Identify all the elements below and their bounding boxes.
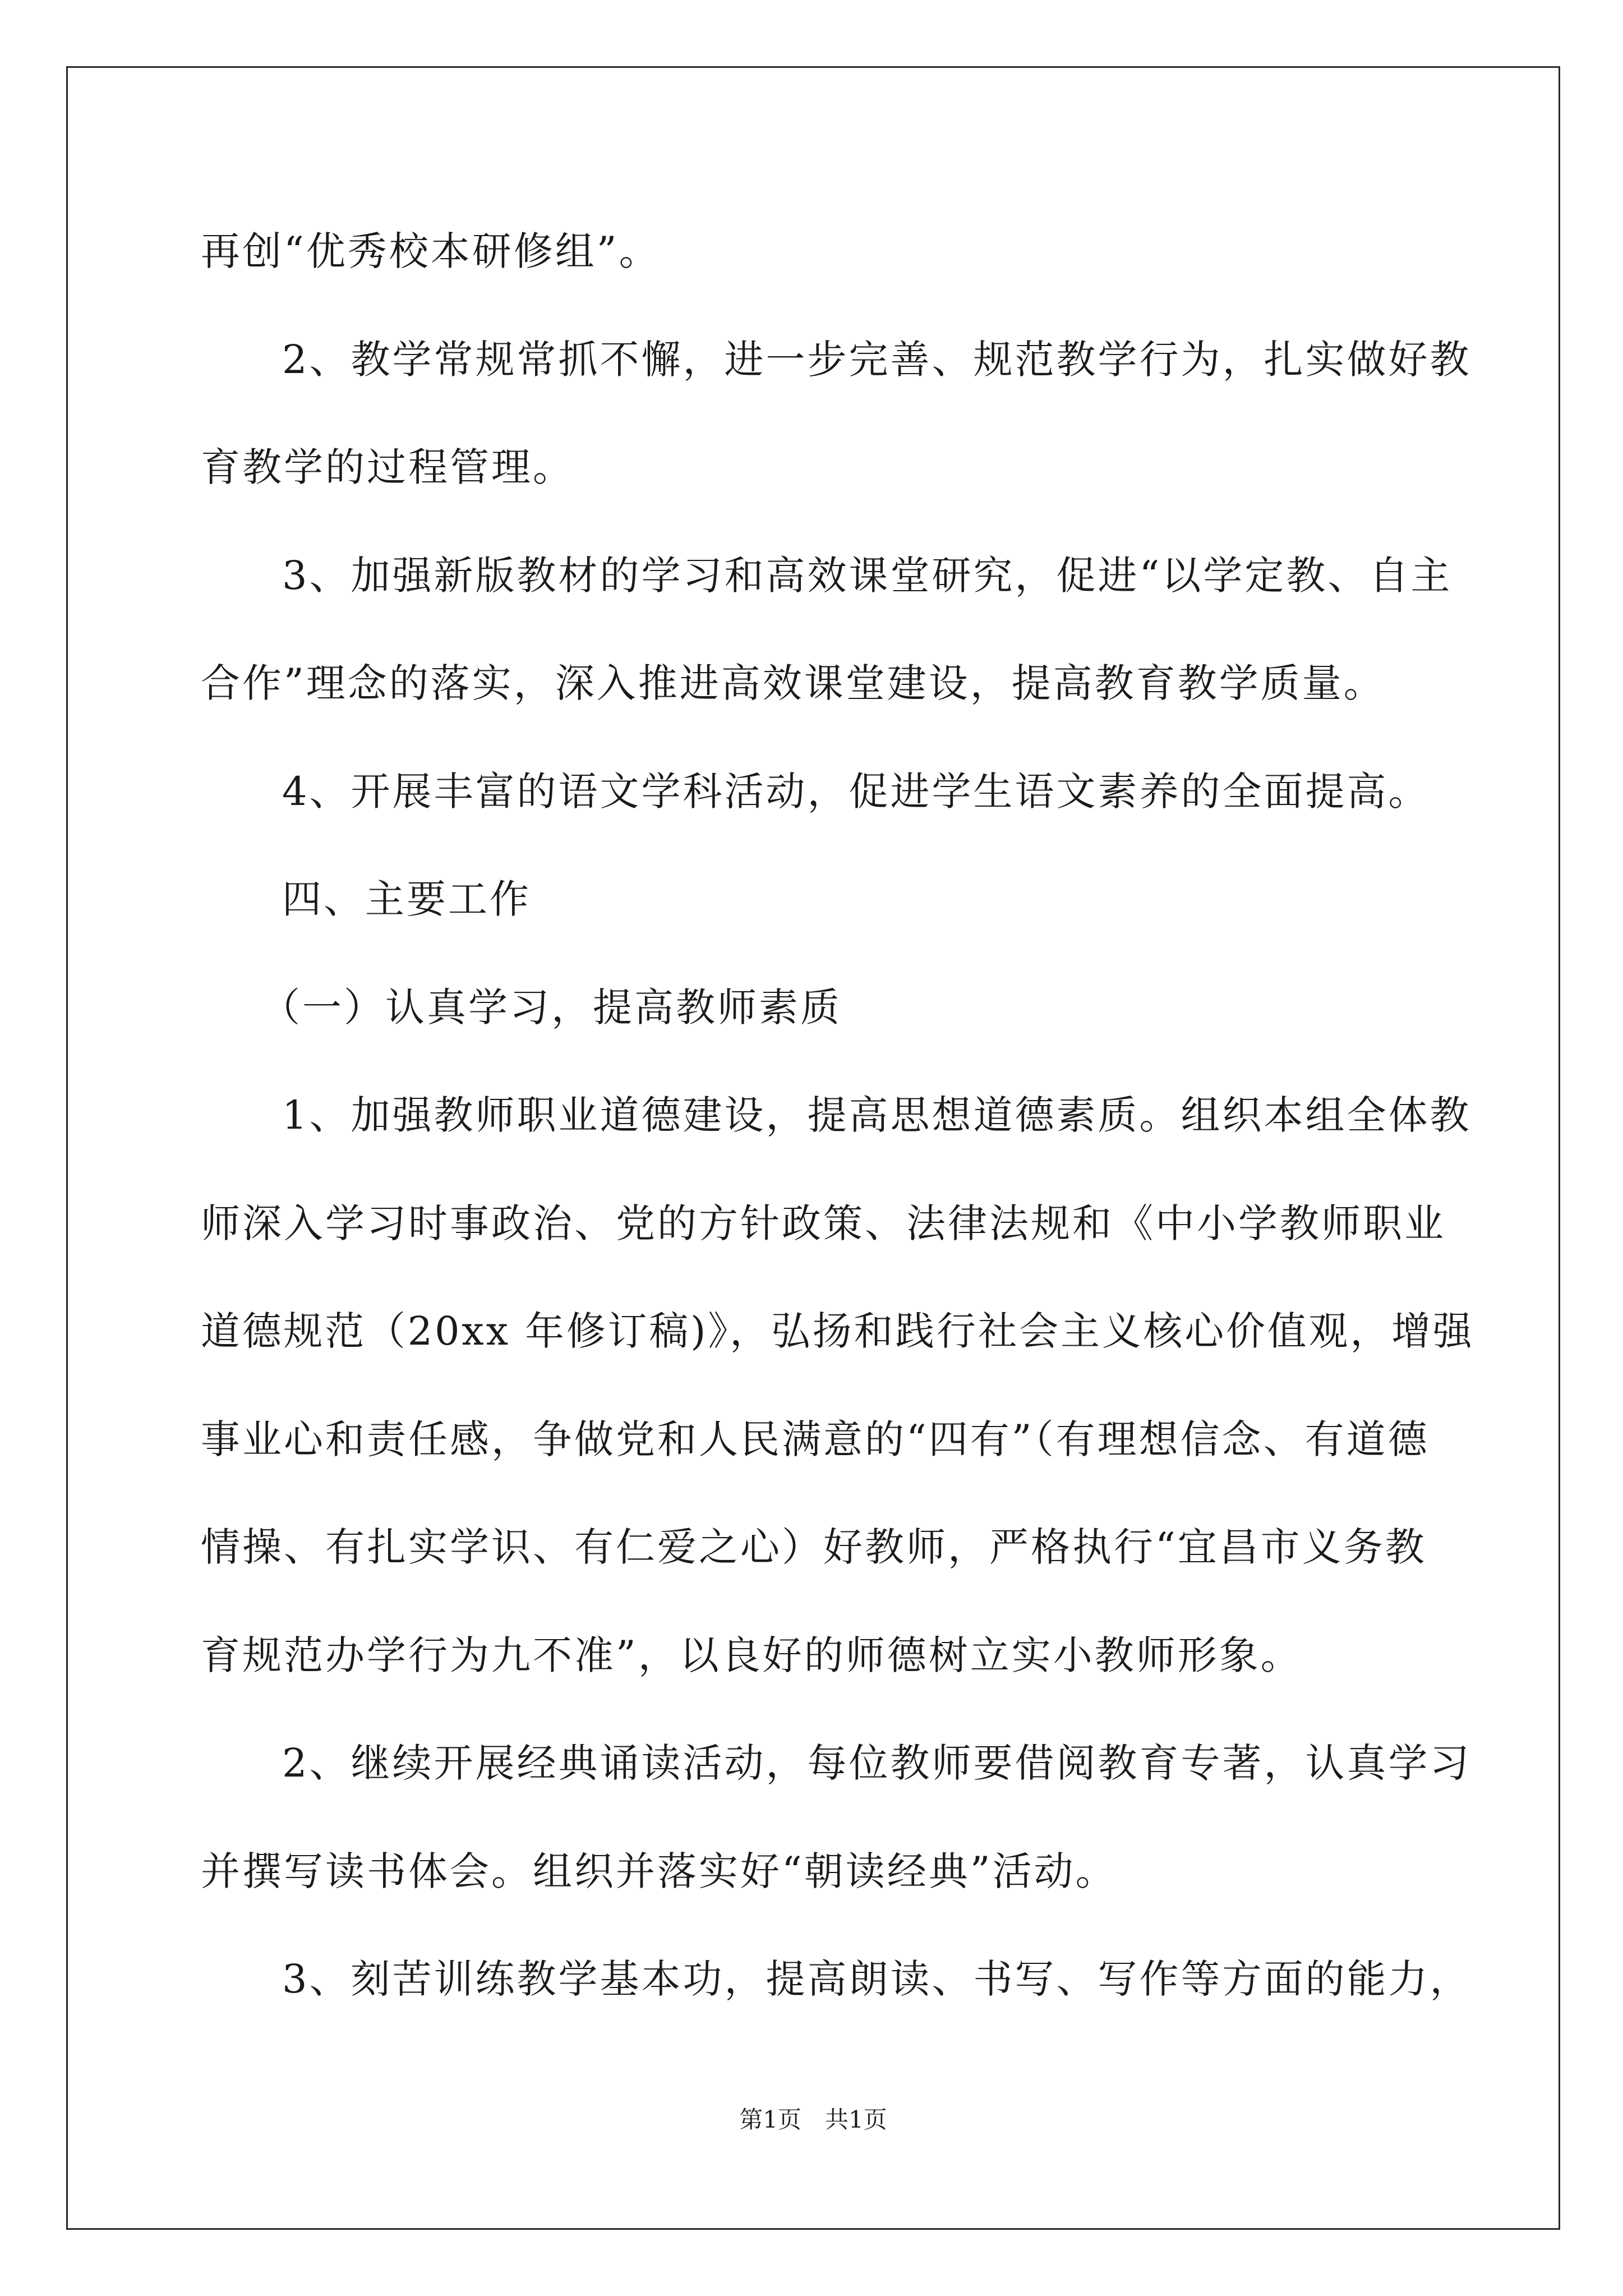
text-line: 1、加强教师职业道德建设，提高思想道德素质。组织本组全体教 (282, 1092, 1472, 1138)
page-number: 第1页 共1页 (739, 2106, 887, 2133)
text-line: 育教学的过程管理。 (201, 444, 574, 490)
document-body (68, 68, 1559, 2228)
text-line: 4、开展丰富的语文学科活动，促进学生语文素养的全面提高。 (282, 769, 1430, 815)
text-line: 并撰写读书体会。组织并落实好“朝读经典”活动。 (201, 1848, 1117, 1894)
page-frame (66, 66, 1560, 2230)
text-line: 再创“优秀校本研修组”。 (201, 228, 661, 274)
text-line: 3、加强新版教材的学习和高效课堂研究，促进“以学定教、自主 (282, 553, 1453, 599)
text-line: 2、继续开展经典诵读活动，每位教师要借阅教育专著，认真学习 (282, 1740, 1472, 1786)
text-line: 事业心和责任感，争做党和人民满意的“四有”（有理想信念、有道德 (201, 1416, 1430, 1462)
text-line: 道德规范（20xx 年修订稿)》，弘扬和践行社会主义核心价值观，增强 (201, 1308, 1474, 1354)
text-line: 2、教学常规常抓不懈，进一步完善、规范教学行为，扎实做好教 (282, 337, 1472, 383)
text-line: 合作”理念的落实，深入推进高效课堂建设，提高教育教学质量。 (201, 660, 1385, 706)
text-line: 情操、有扎实学识、有仁爱之心）好教师，严格执行“宜昌市义务教 (201, 1524, 1427, 1570)
section-heading: 四、主要工作 (282, 876, 531, 922)
text-line: 师深入学习时事政治、党的方针政策、法律法规和《中小学教师职业 (201, 1200, 1446, 1246)
subsection-heading: （一）认真学习，提高教师素质 (261, 984, 842, 1030)
text-line: 育规范办学行为九不准”，以良好的师德树立实小教师形象。 (201, 1632, 1302, 1678)
text-line: 3、刻苦训练教学基本功，提高朗读、书写、写作等方面的能力， (282, 1956, 1472, 2002)
